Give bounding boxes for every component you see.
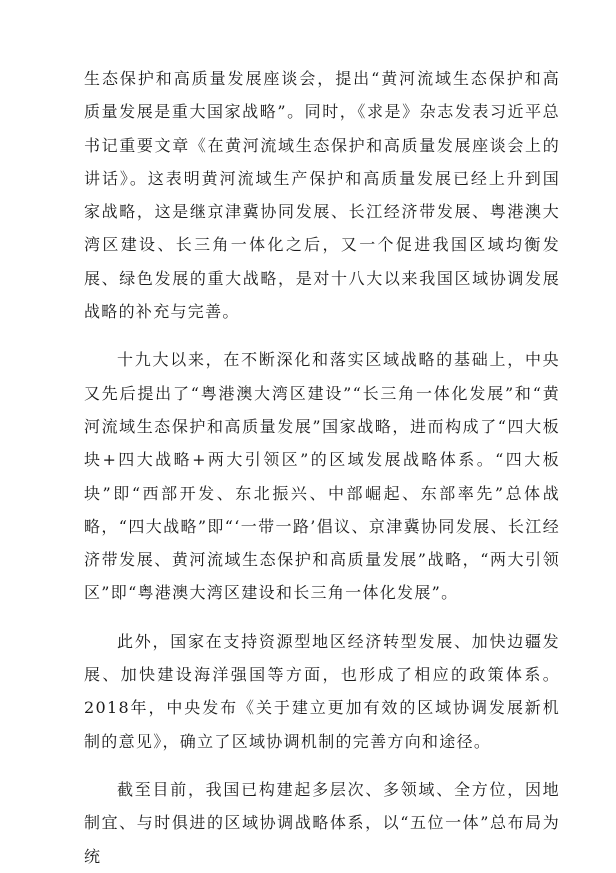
document-body [84, 62, 560, 873]
paragraph-4: 截至目前，我国已构建起多层次、多领域、全方位，因地制宜、与时俱进的区域协调战略体系，以“五位一体”总布局为统 [84, 779, 560, 866]
paragraph-1: 生态保护和高质量发展座谈会，提出“黄河流域生态保护和高质量发展是重大国家战略”。同时，《求是》杂志发表习近平总书记重要文章《在黄河流域生态保护和高质量发展座谈会上的讲话》。这表明黄河流域生产保护和高质量发展已经上升到国家战略，这是继京津冀协同发展、长江经济带发展、粤港澳大湾区建设、长三角一体化之后，又一个促进我国区域均衡发展、绿色发展的重大战略，是对十八大以来我国区域协调发展战略的补充与完善。 [84, 69, 560, 322]
paragraph-2: 十九大以来，在不断深化和落实区域战略的基础上，中央又先后提出了“粤港澳大湾区建设”“长三角一体化发展”和“黄河流域生态保护和高质量发展”国家战略，进而构成了“四大板块+四大战略+两大引领区”的区域发展战略体系。“四大板块”即“西部开发、东北振兴、中部崛起、东部率先”总体战略，“四大战略”即“‘一带一路’倡议、京津冀协同发展、长江经济带发展、黄河流域生态保护和高质量发展”战略，“两大引领区”即“粤港澳大湾区建设和长三角一体化发展”。 [84, 350, 560, 603]
paragraph-3: 此外，国家在支持资源型地区经济转型发展、加快边疆发展、加快建设海洋强国等方面，也形成了相应的政策体系。2018年，中央发布《关于建立更加有效的区域协调发展新机制的意见》，确立了区域协调机制的完善方向和途径。 [84, 631, 560, 751]
